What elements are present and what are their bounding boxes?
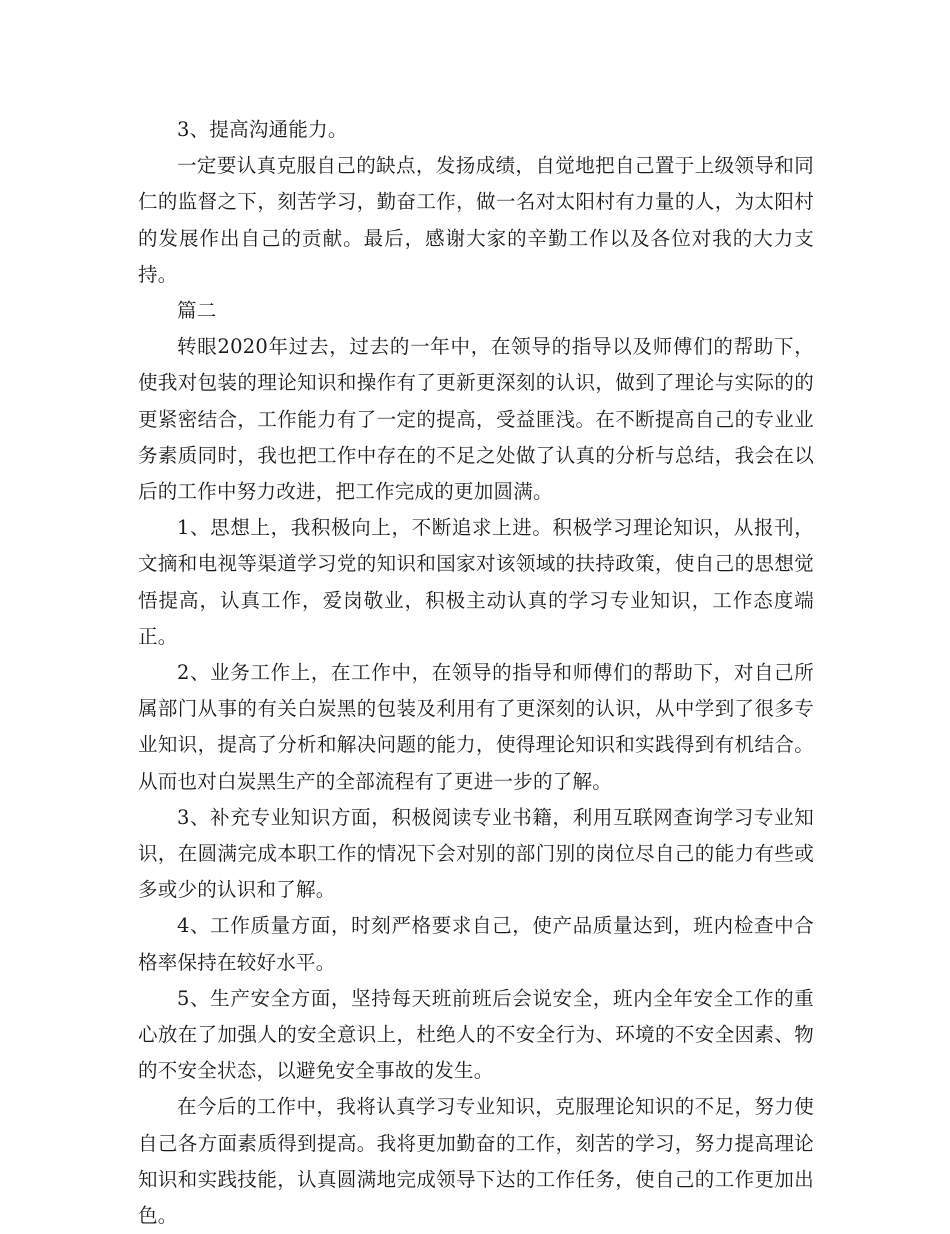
document-body: [138, 112, 814, 1234]
paragraph-item-5: 5、生产安全方面，坚持每天班前班后会说安全，班内全年安全工作的重心放在了加强人的安全意识上，杜绝人的不安全行为、环境的不安全因素、物的不安全状态，以避免安全事故的发生。: [138, 986, 814, 1083]
paragraph-conclusion: 在今后的工作中，我将认真学习专业知识，克服理论知识的不足，努力使自己各方面素质得到提高。我将更加勤奋的工作，刻苦的学习，努力提高理论知识和实践技能，认真圆满地完成领导下达的工作任务，使自己的工作更加出色。: [138, 1095, 814, 1228]
paragraph-item-4: 4、工作质量方面，时刻严格要求自己，使产品质量达到，班内检查中合格率保持在较好水平。: [138, 914, 814, 974]
paragraph-heading-3: 3、提高沟通能力。: [177, 118, 348, 141]
paragraph-closing: 一定要认真克服自己的缺点，发扬成绩，自觉地把自己置于上级领导和同仁的监督之下，刻苦学习，勤奋工作，做一名对太阳村有力量的人，为太阳村的发展作出自己的贡献。最后，感谢大家的辛勤工作以及各位对我的大力支持。: [138, 154, 814, 286]
paragraph-item-3: 3、补充专业知识方面，积极阅读专业书籍，利用互联网查询学习专业知识，在圆满完成本职工作的情况下会对别的部门别的岗位尽自己的能力有些或多或少的认识和了解。: [138, 805, 814, 902]
section-title-part-two: 篇二: [177, 299, 217, 323]
paragraph-intro: 转眼2020年过去，过去的一年中，在领导的指导以及师傅们的帮助下，使我对包装的理论知识和操作有了更新更深刻的认识，做到了理论与实际的的更紧密结合，工作能力有了一定的提高，受益匪浅。在不断提高自己的专业业务素质同时，我也把工作中存在的不足之处做了认真的分析与总结，我会在以后的工作中努力改进，把工作完成的更加圆满。: [138, 335, 814, 504]
paragraph-item-2: 2、业务工作上，在工作中，在领导的指导和师傅们的帮助下，对自己所属部门从事的有关白炭黑的包装及利用有了更深刻的认识，从中学到了很多专业知识，提高了分析和解决问题的能力，使得理论知识和实践得到有机结合。从而也对白炭黑生产的全部流程有了更进一步的了解。: [138, 661, 814, 793]
paragraph-item-1: 1、思想上，我积极向上，不断追求上进。积极学习理论知识，从报刊，文摘和电视等渠道学习党的知识和国家对该领域的扶持政策，使自己的思想觉悟提高，认真工作，爱岗敬业，积极主动认真的学习专业知识，工作态度端正。: [138, 516, 814, 648]
